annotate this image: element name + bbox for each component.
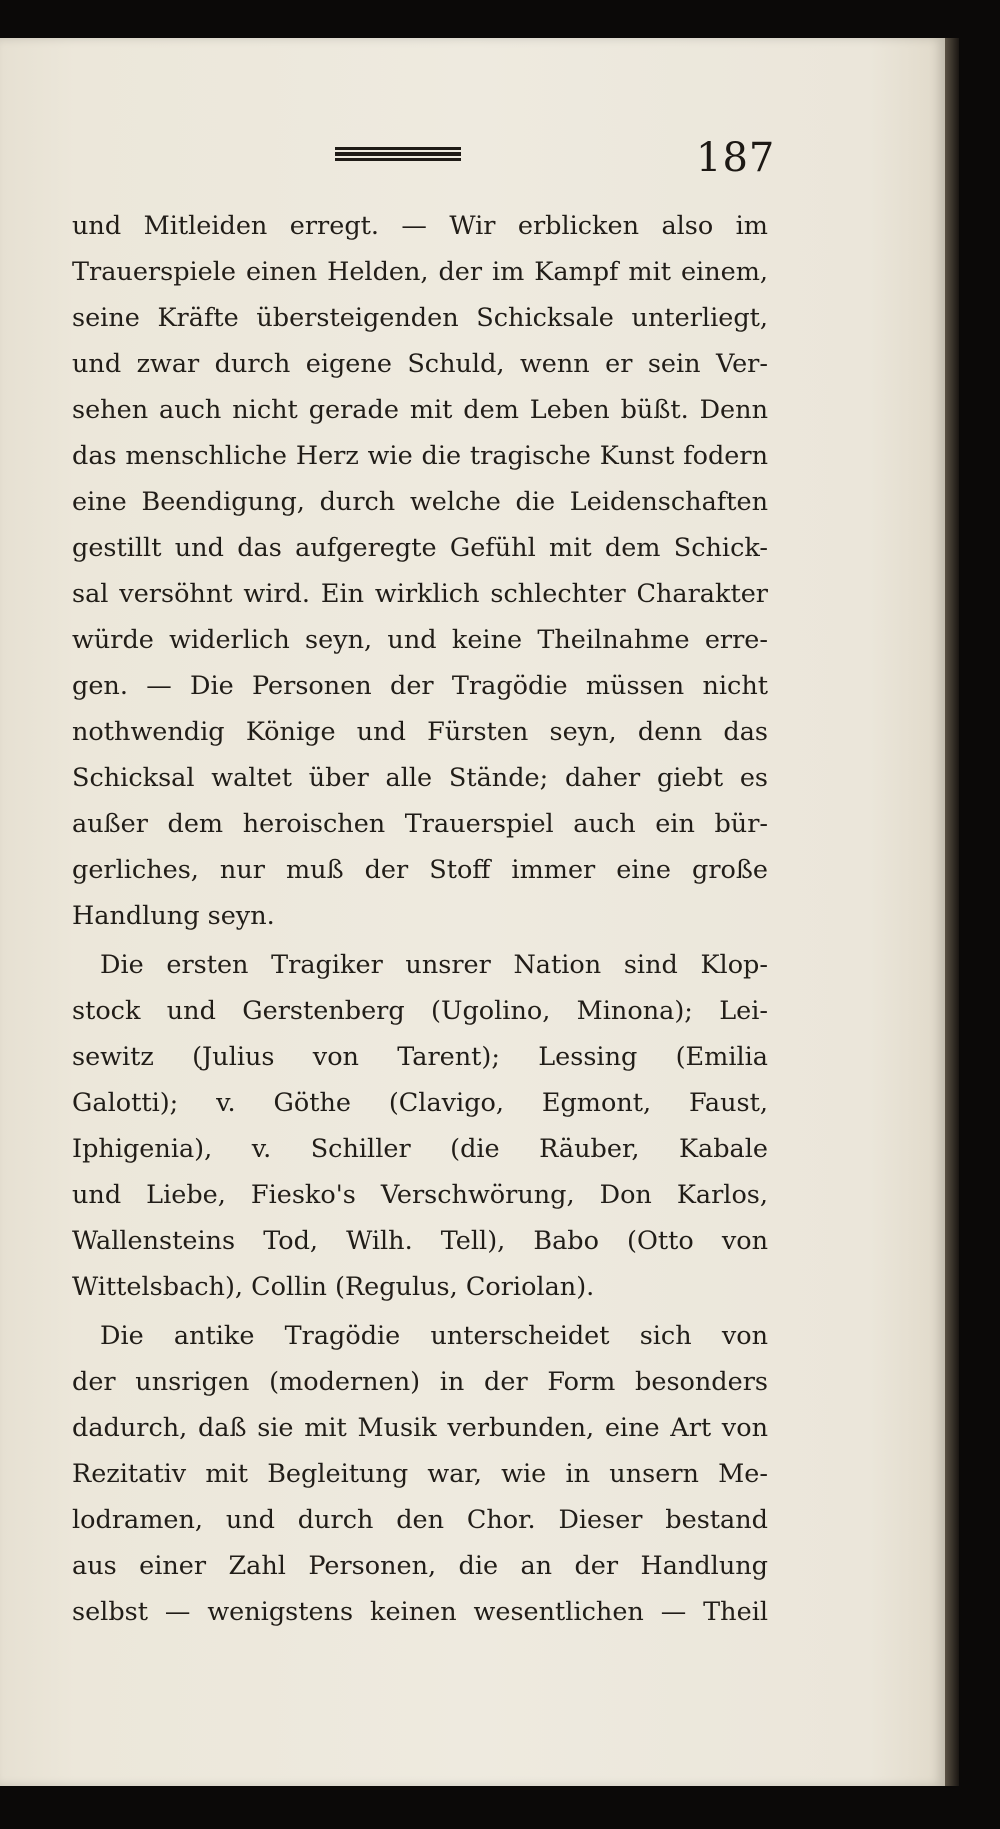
- text-line: und Mitleiden erregt. — Wir erblicken also im: [72, 211, 768, 241]
- text-line: stock und Gerstenberg (Ugolino, Minona); Lei-: [72, 996, 768, 1026]
- paragraph-3: [72, 1313, 768, 1635]
- text-line: Iphigenia), v. Schiller (die Räuber, Kabale: [72, 1134, 768, 1164]
- text-line: gerliches, nur muß der Stoff immer eine große: [72, 855, 768, 885]
- paragraph-2: [72, 942, 768, 1310]
- text-line: aus einer Zahl Personen, die an der Handlung: [72, 1551, 768, 1581]
- text-line: Wittelsbach), Collin (Regulus, Coriolan).: [72, 1272, 595, 1302]
- text-line: Die antike Tragödie unterscheidet sich von: [100, 1321, 768, 1351]
- text-line: und Liebe, Fiesko's Verschwörung, Don Karlos,: [72, 1180, 768, 1210]
- text-line: und zwar durch eigene Schuld, wenn er sein Ver-: [72, 349, 768, 379]
- text-line: sehen auch nicht gerade mit dem Leben büßt. Denn: [72, 395, 768, 425]
- text-line: würde widerlich seyn, und keine Theilnahme erre-: [72, 625, 768, 655]
- text-line: Rezitativ mit Begleitung war, wie in unsern Me-: [72, 1459, 768, 1489]
- text-line: das menschliche Herz wie die tragische Kunst fodern: [72, 441, 768, 471]
- header-ornament-rule: [335, 147, 461, 161]
- page-number: 187: [696, 135, 776, 181]
- text-line: Galotti); v. Göthe (Clavigo, Egmont, Faust,: [72, 1088, 768, 1118]
- paragraph-1: [72, 203, 768, 939]
- page-edge: [945, 38, 959, 1786]
- text-line: gestillt und das aufgeregte Gefühl mit dem Schick-: [72, 533, 768, 563]
- text-line: selbst — wenigstens keinen wesentlichen — Theil: [72, 1597, 768, 1627]
- text-line: seine Kräfte übersteigenden Schicksale unterliegt,: [72, 303, 768, 333]
- text-line: lodramen, und durch den Chor. Dieser bestand: [72, 1505, 768, 1535]
- text-line: nothwendig Könige und Fürsten seyn, denn das: [72, 717, 768, 747]
- text-line: Wallensteins Tod, Wilh. Tell), Babo (Otto von: [72, 1226, 768, 1256]
- text-line: außer dem heroischen Trauerspiel auch ein bür-: [72, 809, 768, 839]
- text-line: sewitz (Julius von Tarent); Lessing (Emilia: [72, 1042, 768, 1072]
- text-line: dadurch, daß sie mit Musik verbunden, eine Art von: [72, 1413, 768, 1443]
- text-line: sal versöhnt wird. Ein wirklich schlechter Charakter: [72, 579, 768, 609]
- text-line: eine Beendigung, durch welche die Leidenschaften: [72, 487, 768, 517]
- text-line: Die ersten Tragiker unsrer Nation sind Klop-: [100, 950, 768, 980]
- body-text: [72, 203, 768, 1635]
- text-line: der unsrigen (modernen) in der Form besonders: [72, 1367, 768, 1397]
- text-line: Schicksal waltet über alle Stände; daher giebt es: [72, 763, 768, 793]
- text-line: Trauerspiele einen Helden, der im Kampf mit einem,: [72, 257, 768, 287]
- text-line: Handlung seyn.: [72, 901, 275, 931]
- text-line: gen. — Die Personen der Tragödie müssen nicht: [72, 671, 768, 701]
